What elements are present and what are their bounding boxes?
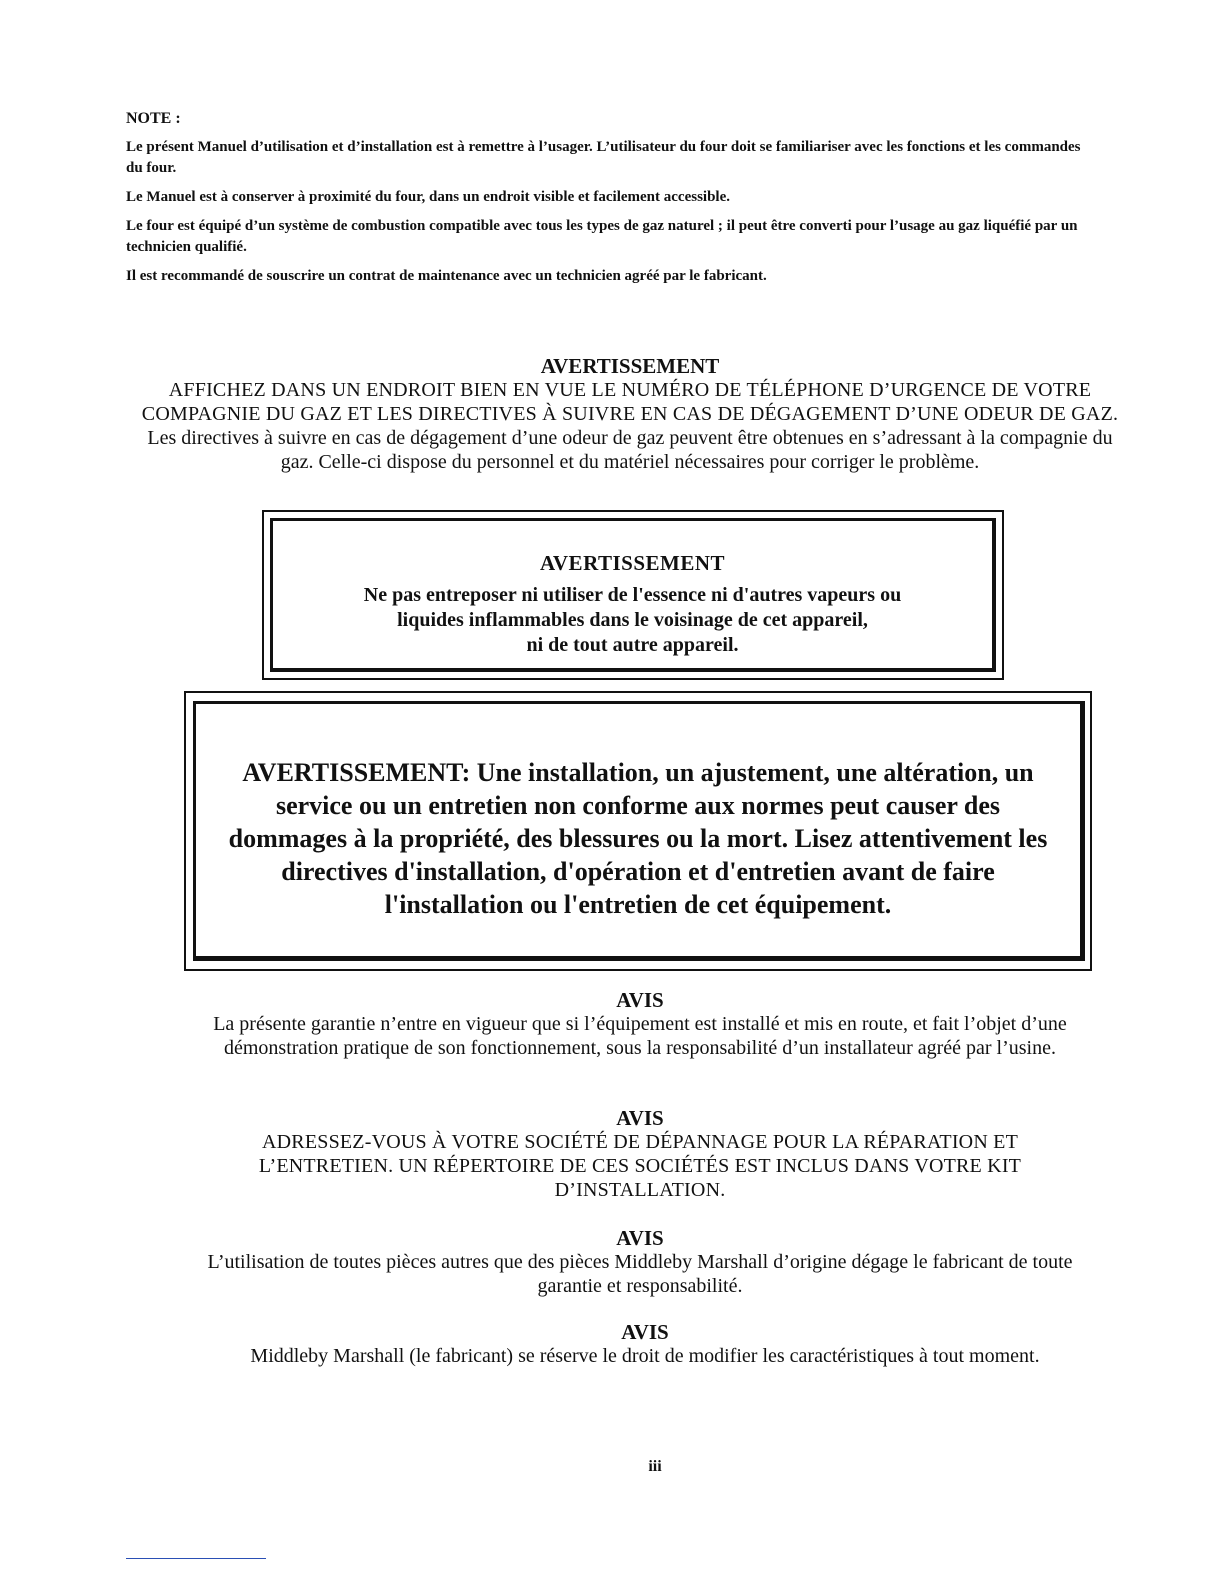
avis-rights-section [200,1320,1090,1368]
avis-service-body: ADRESSEZ-VOUS À VOTRE SOCIÉTÉ DE DÉPANNAGE POUR LA RÉPARATION ET L’ENTRETIEN. UN RÉPERTOIRE DE CES SOCIÉTÉS EST INCLUS DANS VOTRE KIT D’INSTALLATION. [258,1131,1022,1201]
avis-parts-section [200,1226,1080,1298]
avis-warranty-body: La présente garantie n’entre en vigueur que si l’équipement est installé et mis en route, et fait l’objet d’une démonstration pratique de son fonctionnement, sous la responsabilité d’un installateur agréé par l’usine. [213,1013,1067,1059]
installation-warning-box [184,691,1092,971]
installation-warning-text: AVERTISSEMENT: Une installation, un ajustement, une altération, un service ou un entretien non conforme aux normes peut causer des dommages à la propriété, des blessures ou la mort. Lisez attentivement les directives d'installation, d'opération et d'entretien avant de faire l'installation ou l'entretien de cet équipement. [228,758,1048,919]
note-paragraph: Il est recommandé de souscrire un contrat de maintenance avec un technicien agréé par le fabricant. [126,268,767,284]
gas-warning-body: Les directives à suivre en cas de dégagement d’une odeur de gaz peuvent être obtenues en s’adressant à la compagnie du gaz. Celle-ci dispose du personnel et du matériel nécessaires pour corriger le problème. [147,427,1113,473]
avis-rights-body: Middleby Marshall (le fabricant) se réserve le droit de modifier les caractéristiques à tout moment. [250,1345,1040,1367]
flammable-warning-line: Ne pas entreposer ni utiliser de l'essence ni d'autres vapeurs ou [363,584,902,606]
avis-parts-body: L’utilisation de toutes pièces autres que des pièces Middleby Marshall d’origine dégage le fabricant de toute garantie et responsabilité. [207,1251,1073,1297]
note-paragraph: Le présent Manuel d’utilisation et d’installation est à remettre à l’usager. L’utilisateur du four doit se familiariser avec les fonctions et les commandes du four. [126,139,1081,176]
flammable-warning-box [262,510,1004,680]
page-number: iii [648,1458,662,1475]
gas-warning-section [130,354,1130,474]
gas-warning-caps-text: AFFICHEZ DANS UN ENDROIT BIEN EN VUE LE NUMÉRO DE TÉLÉPHONE D’URGENCE DE VOTRE COMPAGNIE DU GAZ ET LES DIRECTIVES À SUIVRE EN CAS DE DÉGAGEMENT D’UNE ODEUR DE GAZ. [141,379,1119,425]
avis-service-section [195,1106,1085,1202]
note-heading: NOTE : [126,110,181,127]
avis-warranty-section [200,988,1080,1060]
flammable-warning-line: liquides inflammables dans le voisinage de cet appareil, [397,609,868,631]
flammable-warning-body [273,583,992,658]
avis-heading: AVIS [621,1320,669,1344]
avis-heading: AVIS [616,1106,664,1130]
note-paragraph: Le four est équipé d’un système de combustion compatible avec tous les types de gaz naturel ; il peut être converti pour l’usage au gaz liquéfié par un technicien qualifié. [126,218,1078,255]
avis-heading: AVIS [616,988,664,1012]
note-section [126,108,1096,295]
avis-heading: AVIS [616,1226,664,1250]
note-paragraph: Le Manuel est à conserver à proximité du four, dans un endroit visible et facilement accessible. [126,189,730,205]
flammable-warning-heading: AVERTISSEMENT [539,551,726,575]
flammable-warning-line: ni de tout autre appareil. [526,634,739,656]
gas-warning-heading: AVERTISSEMENT [540,354,720,378]
footer-rule [126,1558,266,1559]
